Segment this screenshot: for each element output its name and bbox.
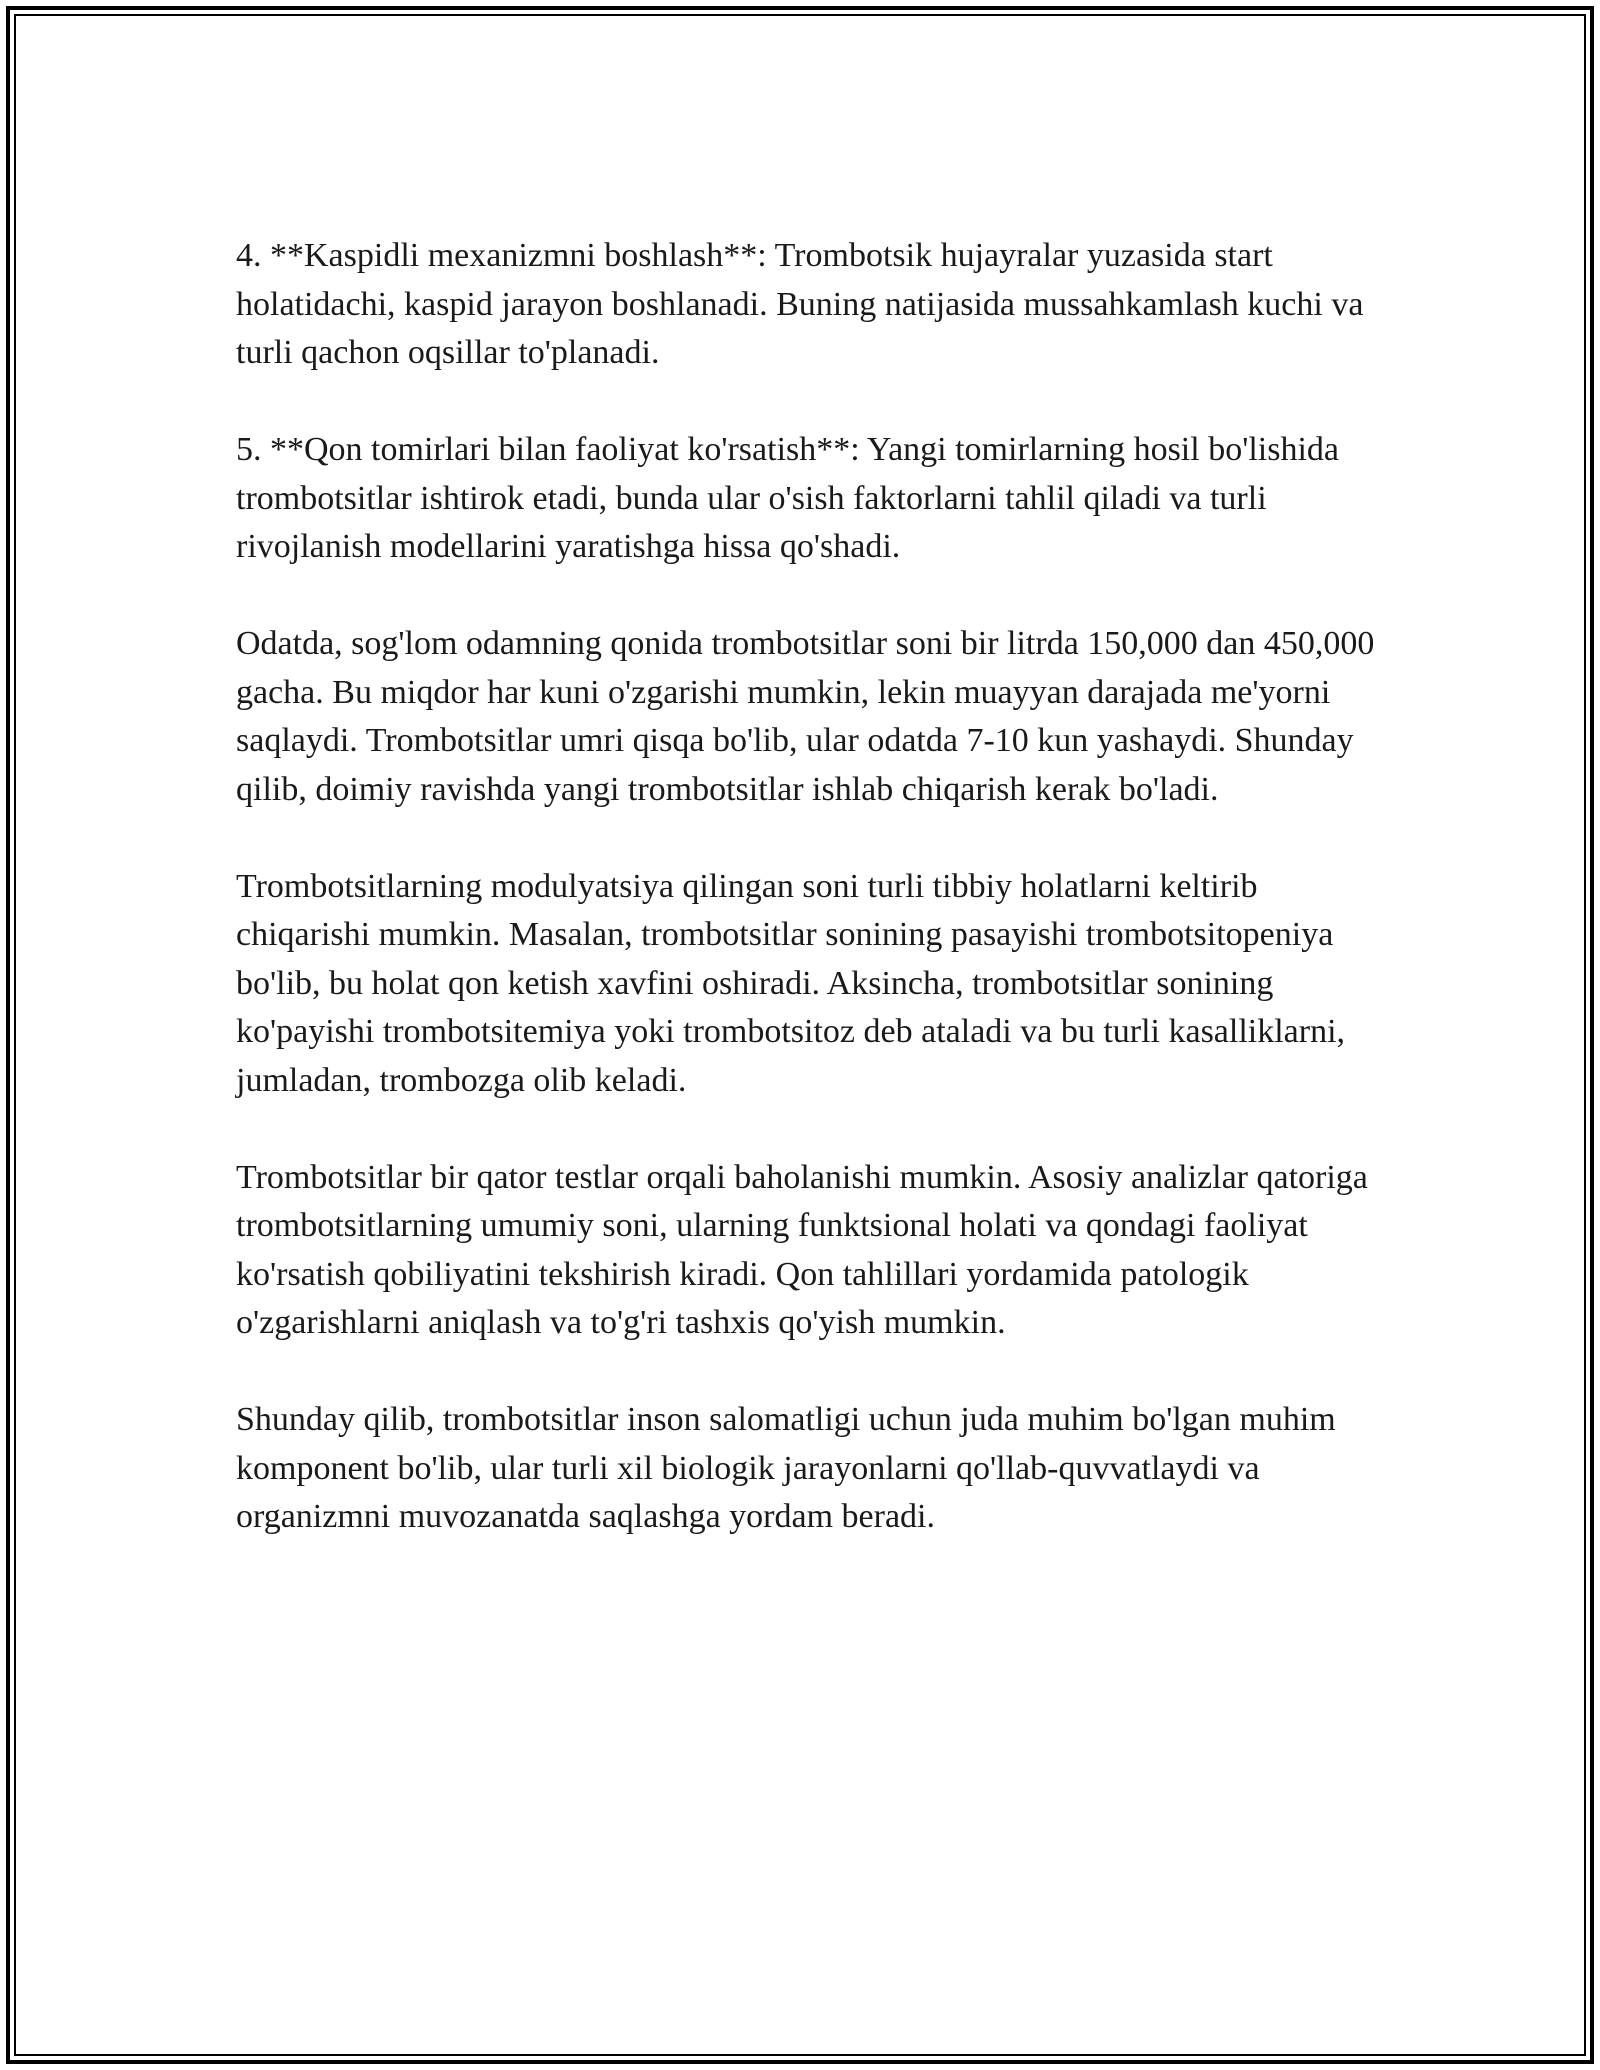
paragraph-trombotsitlar-soni: Odatda, sog'lom odamning qonida trombotsitlar soni bir litrda 150,000 dan 450,000 gacha. Bu miqdor har kuni o'zgarishi mumkin, lekin muayyan darajada me'yorni saqlaydi. Trombotsitlar umri qisqa bo'lib, ular odatda 7-10 kun yashaydi. Shunday qilib, doimiy ravishda yangi trombotsitlar ishlab chiqarish kerak bo'ladi. bbox=[236, 625, 1375, 808]
paragraph-qon-tomirlari: 5. **Qon tomirlari bilan faoliyat ko'rsatish**: Yangi tomirlarning hosil bo'lishida trombotsitlar ishtirok etadi, bunda ular o'sish faktorlarni tahlil qiladi va turli rivojlanish modellarini yaratishga hissa qo'shadi. bbox=[236, 431, 1339, 565]
paragraph-testlar: Trombotsitlar bir qator testlar orqali baholanishi mumkin. Asosiy analizlar qatoriga trombotsitlarning umumiy soni, ularning funktsional holati va qondagi faoliyat ko'rsatish qobiliyatini tekshirish kiradi. Qon tahlillari yordamida patologik o'zgarishlarni aniqlash va to'g'ri tashxis qo'yish mumkin. bbox=[236, 1158, 1368, 1341]
paragraph-xulosa: Shunday qilib, trombotsitlar inson salomatligi uchun juda muhim bo'lgan muhim komponent bo'lib, ular turli xil biologik jarayonlarni qo'llab-quvvatlaydi va organizmni muvozanatda saqlashga yordam beradi. bbox=[236, 1401, 1336, 1535]
document-body bbox=[236, 232, 1376, 1590]
paragraph-modulyatsiya: Trombotsitlarning modulyatsiya qilingan soni turli tibbiy holatlarni keltirib chiqarishi mumkin. Masalan, trombotsitlar sonining pasayishi trombotsitopeniya bo'lib, bu holat qon ketish xavfini oshiradi. Aksincha, trombotsitlar sonining ko'payishi trombotsitemiya yoki trombotsitoz deb ataladi va bu turli kasalliklarni, jumladan, trombozga olib keladi. bbox=[236, 867, 1346, 1099]
paragraph-kaspidli-mexanizm: 4. **Kaspidli mexanizmni boshlash**: Trombotsik hujayralar yuzasida start holatidachi, kaspid jarayon boshlanadi. Buning natijasida mussahkamlash kuchi va turli qachon oqsillar to'planadi. bbox=[236, 237, 1364, 371]
